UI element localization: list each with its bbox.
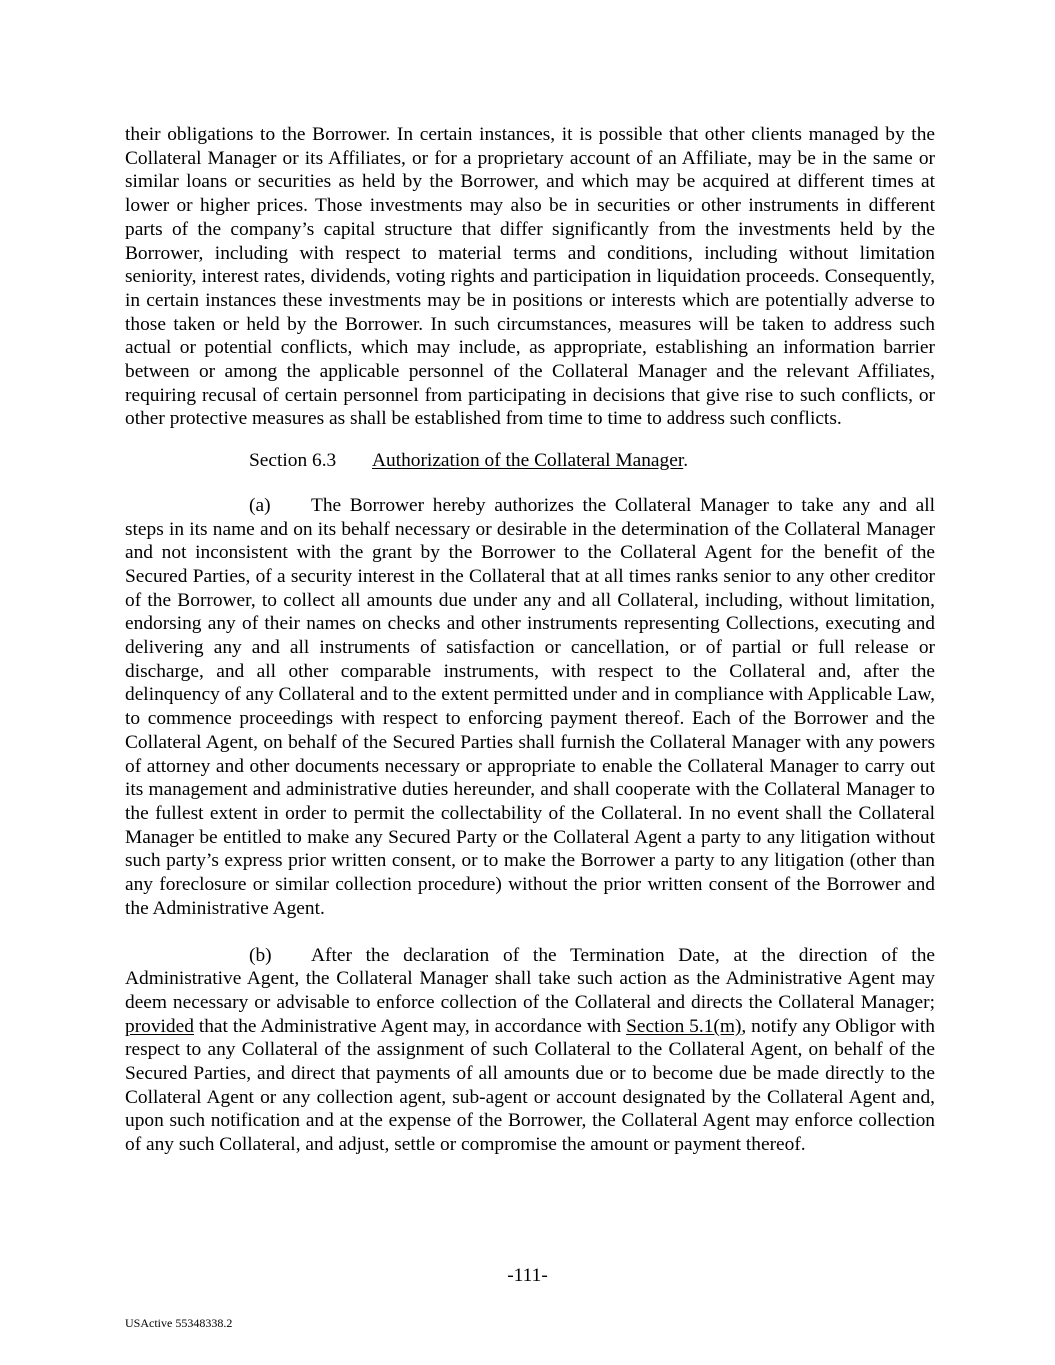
paragraph-b-text-2: that the Administrative Agent may, in accordance with	[193, 1015, 627, 1037]
section-title-suffix: .	[683, 450, 689, 472]
paragraph-a-text: The Borrower hereby authorizes the Collateral Manager to take any and all steps in its name and on its behalf necessary or desirable in the determination of the Collateral Manager and not inconsistent with the grant by the Borrower to the Collateral Agent for the benefit of the Secured Parties, of a security interest in the Collateral that at all times ranks senior to any other creditor of the Borrower, to collect all amounts due under any and all Collateral, including, without limitation, endorsing any of their names on checks and other instruments representing Collections, executing and delivering any and all instruments of satisfaction or cancellation, or of partial or full release or discharge, and all other comparable instruments, with respect to the Collateral and, after the delinquency of any Collateral and to the extent permitted under and in compliance with Applicable Law, to commence proceedings with respect to enforcing payment thereof. Each of the Borrower and the Collateral Agent, on behalf of the Secured Parties shall furnish the Collateral Manager with any powers of attorney and other documents necessary or appropriate to enable the Collateral Manager to carry out its management and administrative duties hereunder, and shall cooperate with the Collateral Manager to the fullest extent in order to permit the collectability of the Collateral. In no event shall the Collateral Manager be entitled to make any Secured Party or the Collateral Agent a party to any litigation without such party’s express prior written consent, or to make the Borrower a party to any litigation (other than any foreclosure or similar collection procedure) without the prior written consent of the Borrower and the Administrative Agent.	[125, 494, 935, 919]
page-number: -111-	[507, 1265, 548, 1286]
section-title: Authorization of the Collateral Manager	[372, 450, 684, 472]
paragraph-b-label: (b)	[249, 944, 272, 966]
document-footer-id: USActive 55348338.2	[125, 1316, 233, 1330]
section-reference: Section 5.1(m)	[626, 1015, 742, 1037]
paragraph-a	[125, 494, 935, 921]
paragraph-b	[125, 944, 935, 1157]
section-number: Section 6.3	[249, 450, 337, 472]
paragraph-b-text-3: , notify any Obligor with respect to any Collateral of the assignment of such Collateral to the Collateral Agent, on behalf of the Secured Parties, and direct that payments of all amounts due or to become due be made directly to the Collateral Agent or any collection agent, sub-agent or account designated by the Collateral Agent and, upon such notification and at the expense of the Borrower, the Collateral Agent may enforce collection of any such Collateral, and adjust, settle or compromise the amount or payment thereof.	[125, 1015, 935, 1156]
carryover-paragraph: their obligations to the Borrower. In certain instances, it is possible that other clients managed by the Collateral Manager or its Affiliates, or for a proprietary account of an Affiliate, may be in the same or similar loans or securities as held by the Borrower, and which may be acquired at different times at lower or higher prices. Those investments may also be in securities or other instruments in different parts of the company’s capital structure that differ significantly from the investments held by the Borrower, including with respect to material terms and conditions, including without limitation seniority, interest rates, dividends, voting rights and participation in liquidation proceeds. Consequently, in certain instances these investments may be in positions or interests which are potentially adverse to those taken or held by the Borrower. In such circumstances, measures will be taken to address such actual or potential conflicts, which may include, as appropriate, establishing an information barrier between or among the applicable personnel of the Collateral Manager and the relevant Affiliates, requiring recusal of certain personnel from participating in decisions that give rise to such conflicts, or other protective measures as shall be established from time to time to address such conflicts.	[125, 124, 935, 430]
section-heading	[125, 449, 935, 473]
document-page	[125, 123, 935, 1157]
paragraph-b-text-1: After the declaration of the Termination Date, at the direction of the Administrative Agent, the Collateral Manager shall take such action as the Administrative Agent may deem necessary or advisable to enforce collection of the Collateral and directs the Collateral Manager;	[125, 944, 935, 1013]
paragraph-a-label: (a)	[249, 494, 271, 516]
provided-term: provided	[125, 1015, 194, 1037]
